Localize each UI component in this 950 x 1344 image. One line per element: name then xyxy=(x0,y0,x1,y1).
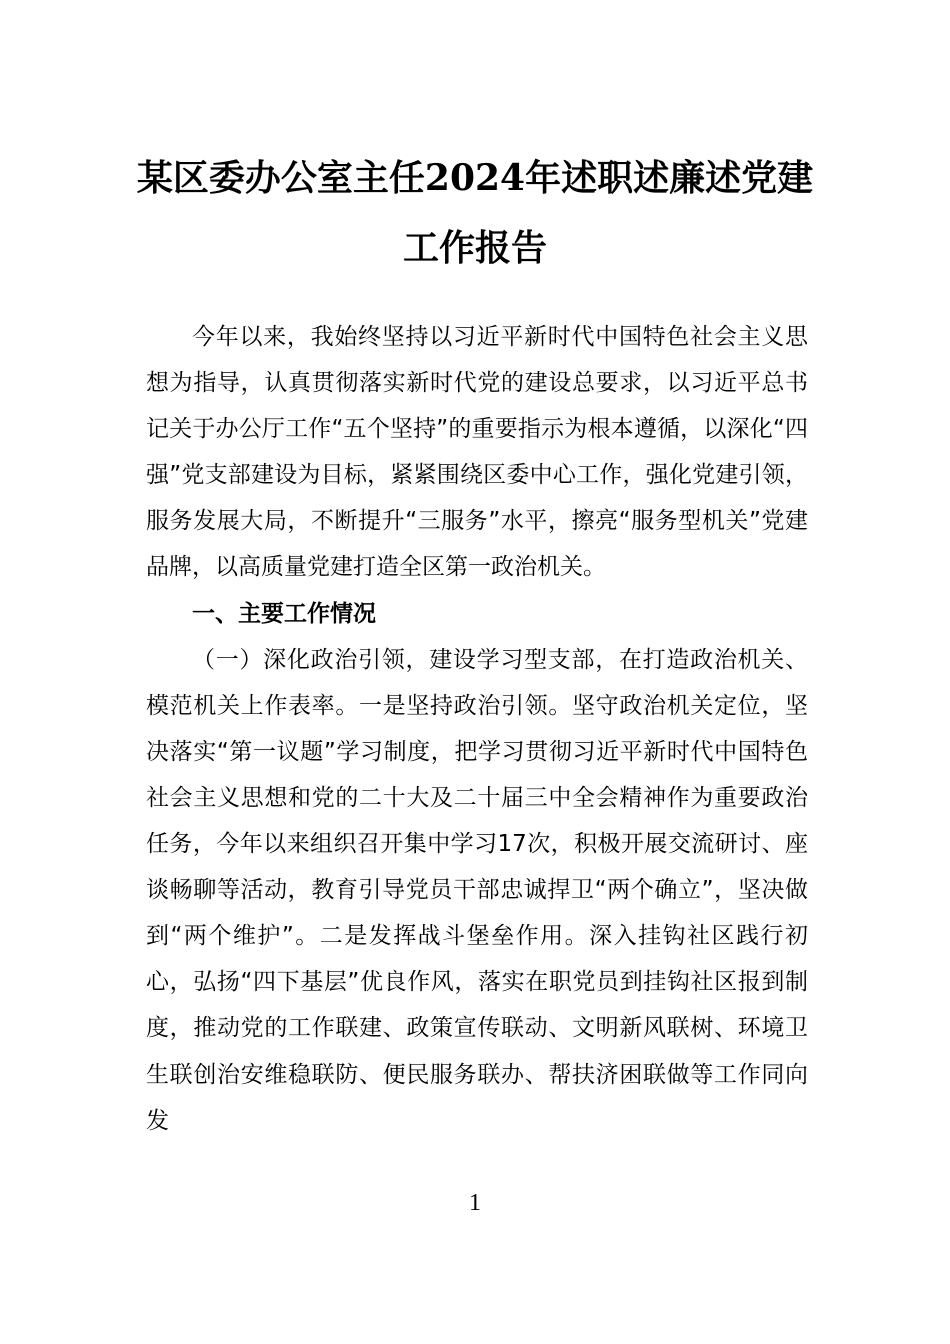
section-heading: 一、主要工作情况 xyxy=(192,600,376,627)
intro-paragraph: 今年以来，我始终坚持以习近平新时代中国特色社会主义思想为指导，认真贯彻落实新时代党的建设总要求，以习近平总书记关于办公厅工作“五个坚持”的重要指示为根本遵循，以深化“四强”党支部建设为目标，紧紧围绕区委中心工作，强化党建引领，服务发展大局，不断提升“三服务”水平，擦亮“服务型机关”党建品牌，以高质量党建打造全区第一政治机关。 xyxy=(146,324,808,581)
page-number: 1 xyxy=(469,1190,481,1216)
section-paragraph: （一）深化政治引领，建设学习型支部，在打造政治机关、模范机关上作表率。一是坚持政治引领。坚守政治机关定位，坚决落实“第一议题”学习制度，把学习贯彻习近平新时代中国特色社会主义思想和党的二十大及二十届三中全会精神作为重要政治任务，今年以来组织召开集中学习17次，积极开展交流研讨、座谈畅聊等活动，教育引导党员干部忠诚捍卫“两个确立”，坚决做到“两个维护”。二是发挥战斗堡垒作用。深入挂钩社区践行初心，弘扬“四下基层”优良作风，落实在职党员到挂钩社区报到制度，推动党的工作联建、政策宣传联动、文明新风联树、环境卫生联创治安维稳联防、便民服务联办、帮扶济困联做等工作同向发 xyxy=(146,646,808,1134)
document-title-line-2: 工作报告 xyxy=(402,227,547,269)
document-title-line-1: 某区委办公室主任2024年述职述廉述党建 xyxy=(136,157,814,199)
document-body xyxy=(146,314,808,1144)
